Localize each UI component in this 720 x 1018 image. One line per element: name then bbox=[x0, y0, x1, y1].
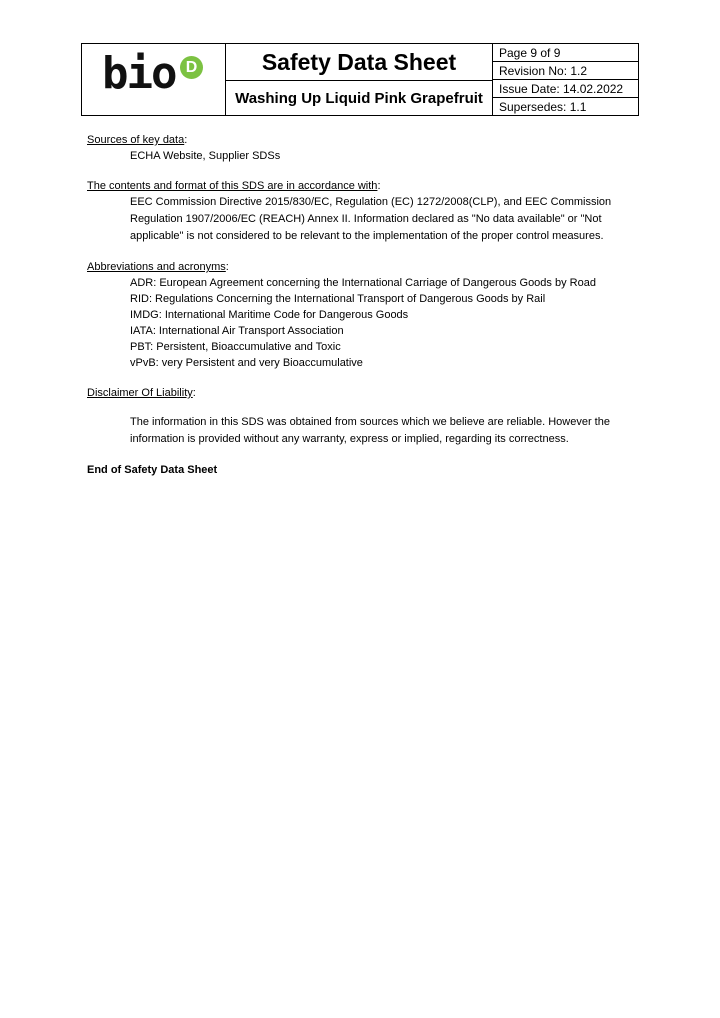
abbreviation-item: IMDG: International Maritime Code for Dangerous Goods bbox=[130, 309, 409, 321]
contents-section bbox=[87, 178, 632, 245]
document-header bbox=[81, 43, 639, 116]
section-heading: Sources of key data bbox=[87, 134, 185, 146]
revision-number: Revision No: 1.2 bbox=[493, 62, 638, 80]
disclaimer-section bbox=[87, 385, 632, 448]
logo bbox=[82, 44, 226, 115]
section-heading: Disclaimer Of Liability bbox=[87, 387, 193, 399]
supersedes: Supersedes: 1.1 bbox=[499, 99, 587, 114]
spacer bbox=[87, 401, 632, 414]
sources-section bbox=[87, 132, 632, 164]
heading-colon: : bbox=[377, 180, 381, 192]
page-number: Page 9 of 9 bbox=[493, 44, 638, 62]
section-heading: The contents and format of this SDS are in accordance with bbox=[87, 180, 378, 192]
section-heading-line bbox=[87, 178, 632, 194]
abbreviation-item: ADR: European Agreement concerning the International Carriage of Dangerous Goods by Road bbox=[130, 277, 596, 289]
document-body bbox=[87, 132, 632, 478]
section-body: The information in this SDS was obtained from sources which we believe are reliable. However the information is provided without any warranty, express or implied, regarding its correctness. bbox=[130, 416, 610, 445]
end-of-document: End of Safety Data Sheet bbox=[87, 464, 218, 476]
abbreviations-section bbox=[87, 259, 632, 371]
abbreviation-item: RID: Regulations Concerning the International Transport of Dangerous Goods by Rail bbox=[130, 293, 546, 305]
heading-colon: : bbox=[192, 387, 196, 399]
abbreviation-item: vPvB: very Persistent and very Bioaccumulative bbox=[130, 357, 363, 369]
logo-badge: D bbox=[180, 56, 203, 79]
section-heading-line bbox=[87, 132, 632, 148]
section-body: EEC Commission Directive 2015/830/EC, Regulation (EC) 1272/2008(CLP), and EEC Commission Regulation 1907/2006/EC (REACH) Annex II. Information declared as "No data available" or "Not applicable" is not considered to be relevant to the implementation of the proper control measures. bbox=[130, 196, 612, 242]
abbreviation-item: IATA: International Air Transport Association bbox=[130, 325, 344, 337]
heading-colon: : bbox=[184, 134, 188, 146]
section-heading-line bbox=[87, 385, 632, 401]
section-heading: Abbreviations and acronyms bbox=[87, 261, 226, 273]
heading-colon: : bbox=[225, 261, 229, 273]
section-heading-line bbox=[87, 259, 632, 275]
logo-text: bio bbox=[102, 48, 176, 99]
issue-date: Issue Date: 14.02.2022 bbox=[493, 80, 638, 98]
abbreviation-item: PBT: Persistent, Bioaccumulative and Toxic bbox=[130, 341, 341, 353]
product-name: Washing Up Liquid Pink Grapefruit bbox=[235, 89, 483, 107]
title-block bbox=[226, 44, 493, 115]
section-body: ECHA Website, Supplier SDSs bbox=[130, 150, 281, 162]
meta-block bbox=[493, 44, 638, 115]
document-title: Safety Data Sheet bbox=[226, 44, 492, 81]
